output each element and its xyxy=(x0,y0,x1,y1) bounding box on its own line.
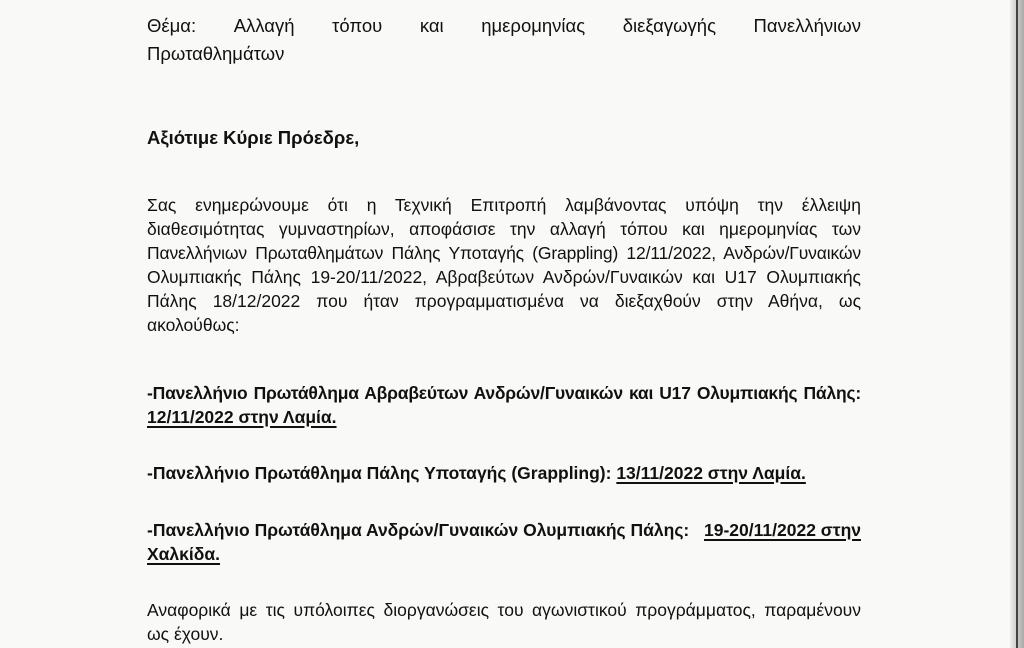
paragraph-line: Πανελλήνιων Πρωταθλημάτων Πάλης Υποταγής (Grappling) 12/11/2022, Ανδρών/Γυναικών xyxy=(147,243,861,263)
closing-line: Αναφορικά με τις υπόλοιπες διοργανώσεις του αγωνιστικού προγράμματος, παραμένουν xyxy=(147,600,861,620)
paragraph-line: Ολυμπιακής Πάλης 19-20/11/2022, Αβραβεύτων Ανδρών/Γυναικών και U17 Ολυμπιακής xyxy=(147,267,861,287)
paragraph-line: Πάλης 18/12/2022 που ήταν προγραμματισμένα να διεξαχθούν στην Αθήνα, ως xyxy=(147,291,861,311)
paragraph-line: διαθεσιμότητας γυμναστηρίων, αποφάσισε την αλλαγή τόπου και ημερομηνίας των xyxy=(147,219,861,239)
item-place: Χαλκίδα. xyxy=(147,544,221,564)
subject-label: Θέμα: xyxy=(147,15,197,36)
body-paragraph xyxy=(147,193,861,337)
subject-word: Αλλαγή xyxy=(233,15,295,36)
subject-word: τόπου xyxy=(332,15,383,36)
item-title: -Πανελλήνιο Πρωτάθλημα Αβραβεύτων Ανδρών/Γυναικών και U17 Ολυμπιακής Πάλης: xyxy=(147,383,861,403)
closing-paragraph xyxy=(147,598,861,646)
subject-word: διεξαγωγής xyxy=(622,15,716,36)
item-title: -Πανελλήνιο Πρωτάθλημα Πάλης Υποταγής (Grappling): xyxy=(147,463,617,483)
subject-line-2: Πρωταθλημάτων xyxy=(147,43,285,64)
item-date-place: 12/11/2022 στην Λαμία. xyxy=(147,407,337,427)
item-date: 19-20/11/2022 στην xyxy=(704,520,861,540)
paragraph-line: Σας ενημερώνουμε ότι η Τεχνική Επιτροπή λαμβάνοντας υπόψη την έλλειψη xyxy=(147,195,861,215)
subject-word: Πανελλήνιων xyxy=(753,15,861,36)
subject-block xyxy=(147,12,861,68)
schedule-item xyxy=(147,518,861,566)
subject-word: ημερομηνίας xyxy=(481,15,586,36)
subject-word: και xyxy=(419,15,444,36)
item-date-place: 13/11/2022 στην Λαμία. xyxy=(616,463,806,483)
schedule-item xyxy=(147,461,861,485)
schedule-item xyxy=(147,381,861,429)
closing-line: ως έχουν. xyxy=(147,624,224,644)
scan-edge-line xyxy=(1016,0,1018,648)
subject-line-1 xyxy=(147,12,861,40)
item-title: -Πανελλήνιο Πρωτάθλημα Ανδρών/Γυναικών Ολυμπιακής Πάλης: xyxy=(147,520,690,540)
greeting: Αξιότιμε Κύριε Πρόεδρε, xyxy=(147,127,360,148)
paragraph-last-line: ακολούθως: xyxy=(147,315,240,335)
